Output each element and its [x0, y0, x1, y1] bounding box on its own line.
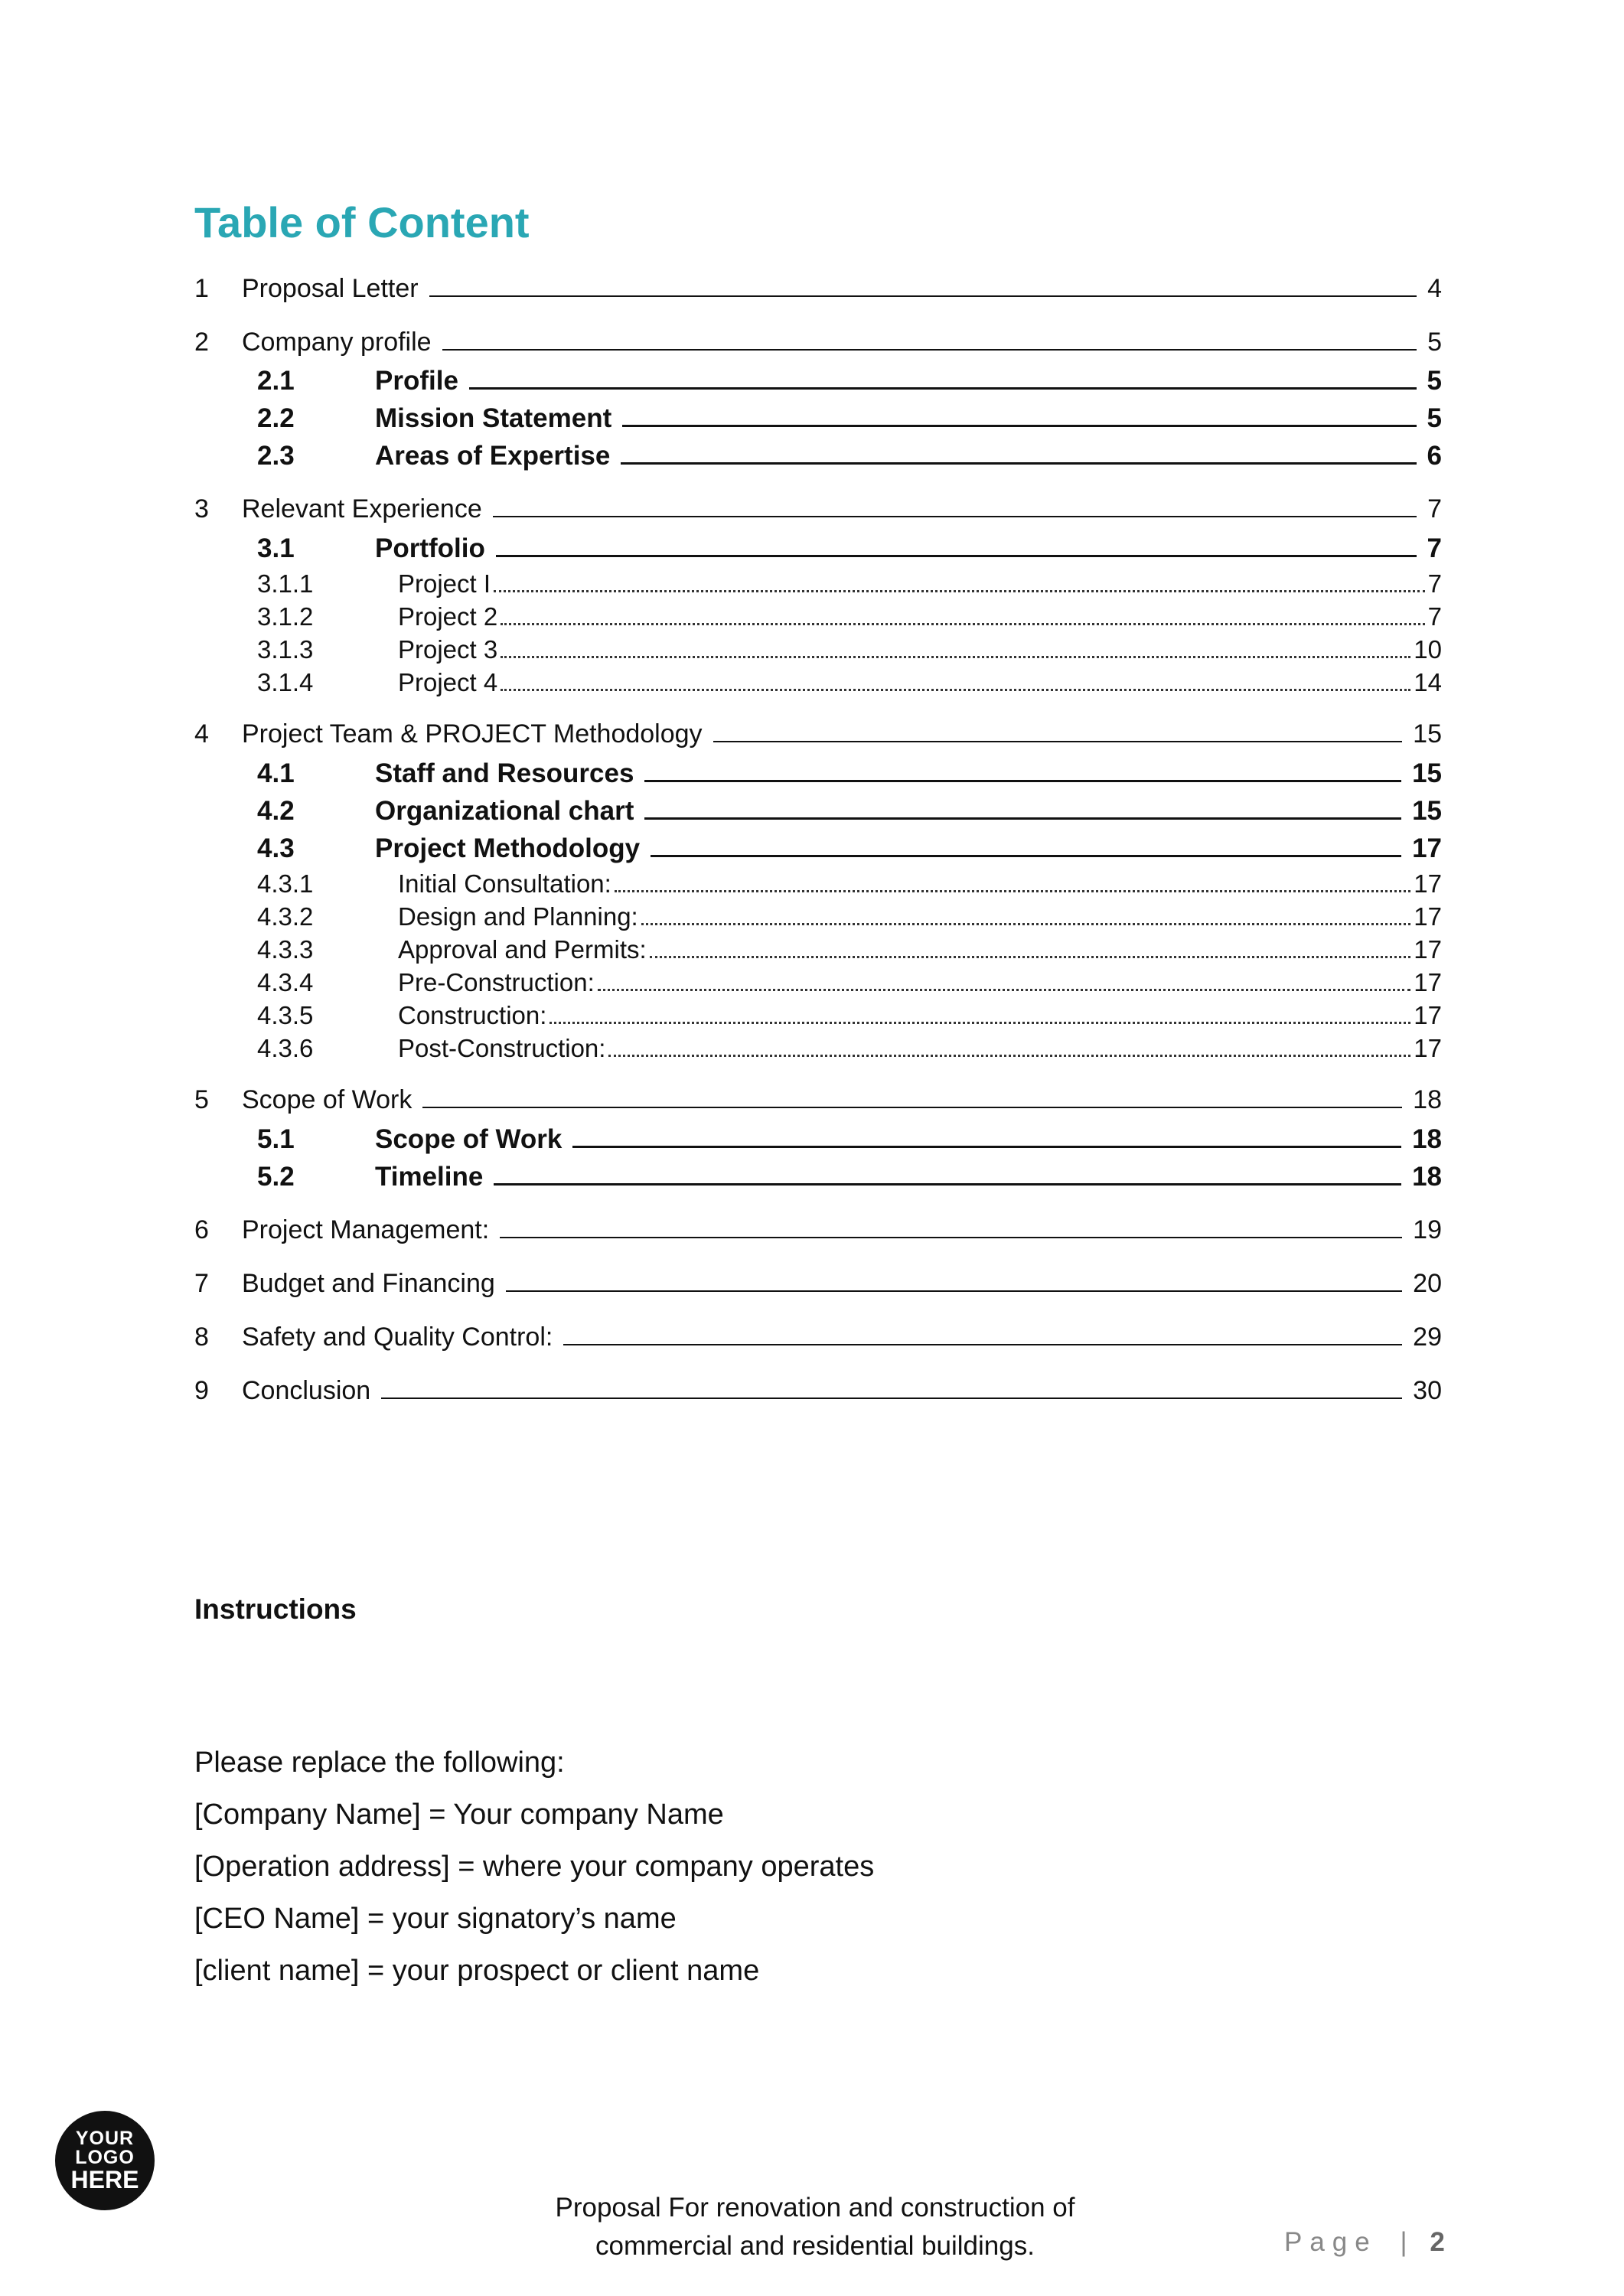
toc-entry-number: 4.2 — [257, 796, 295, 826]
instruction-line: [Company Name] = Your company Name — [194, 1799, 724, 1831]
toc-entry-number: 9 — [194, 1376, 209, 1405]
logo-placeholder — [55, 2111, 155, 2210]
page-number: 2 — [1430, 2227, 1445, 2257]
toc-entry-page: 7 — [1427, 533, 1442, 563]
footer-caption-line: commercial and residential buildings. — [595, 2231, 1035, 2261]
toc-entry-number: 2.1 — [257, 366, 295, 396]
toc-leader-line — [651, 855, 1401, 857]
toc-leader-dots — [641, 923, 1411, 925]
toc-entry-number: 2.2 — [257, 403, 295, 433]
toc-entry[interactable] — [257, 1034, 1442, 1063]
toc-entry-label: Budget and Financing — [242, 1269, 495, 1298]
toc-entry-label: Company profile — [242, 328, 432, 357]
toc-entry[interactable] — [194, 494, 1442, 524]
toc-entry-number: 3.1.3 — [257, 635, 314, 664]
toc-entry[interactable] — [194, 1322, 1442, 1352]
toc-entry-label: Project I — [398, 569, 491, 598]
toc-entry-label: Portfolio — [375, 533, 485, 563]
toc-leader-line — [500, 1237, 1402, 1238]
toc-leader-dots — [650, 956, 1411, 958]
toc-leader-line — [621, 462, 1416, 465]
toc-entry[interactable] — [194, 1215, 1442, 1245]
toc-entry-label: Scope of Work — [242, 1085, 413, 1114]
toc-entry-page: 5 — [1427, 403, 1442, 433]
toc-leader-line — [442, 349, 1417, 351]
toc-entry[interactable] — [194, 1085, 1442, 1115]
toc-leader-dots — [608, 1055, 1410, 1057]
instruction-line: Please replace the following: — [194, 1746, 565, 1779]
toc-leader-line — [422, 1107, 1402, 1108]
toc-entry[interactable] — [257, 668, 1442, 697]
toc-entry[interactable] — [257, 935, 1442, 964]
toc-entry-page: 17 — [1412, 833, 1442, 863]
toc-entry-label: Mission Statement — [375, 403, 612, 433]
toc-entry-number: 2 — [194, 328, 209, 357]
toc-entry[interactable] — [194, 1376, 1442, 1406]
toc-leader-line — [713, 741, 1403, 742]
toc-entry-label: Proposal Letter — [242, 274, 419, 303]
toc-entry[interactable] — [257, 758, 1442, 789]
toc-entry-label: Approval and Permits: — [398, 935, 647, 964]
toc-entry-number: 4.3.3 — [257, 935, 314, 964]
toc-entry-number: 2.3 — [257, 441, 295, 471]
toc-entry-number: 4.1 — [257, 758, 295, 788]
toc-entry-number: 3.1.1 — [257, 569, 314, 598]
toc-entry-page: 18 — [1413, 1085, 1442, 1114]
toc-entry-number: 3.1.4 — [257, 668, 314, 696]
toc-leader-line — [644, 780, 1401, 782]
toc-entry-label: Project 3 — [398, 635, 498, 664]
toc-entry-label: Staff and Resources — [375, 758, 634, 788]
toc-entry[interactable] — [194, 1269, 1442, 1299]
toc-entry-page: 14 — [1414, 668, 1442, 696]
toc-entry-page: 15 — [1412, 758, 1442, 788]
toc-leader-line — [496, 555, 1417, 557]
footer-caption-line: Proposal For renovation and construction of — [555, 2193, 1075, 2223]
toc-entry-number: 4.3.2 — [257, 902, 314, 931]
toc-entry-page: 18 — [1412, 1124, 1442, 1154]
toc-entry-page: 7 — [1427, 494, 1442, 523]
toc-entry-page: 17 — [1414, 902, 1442, 931]
toc-entry-number: 8 — [194, 1322, 209, 1352]
page-label: Page — [1284, 2227, 1378, 2257]
toc-entry-page: 10 — [1414, 635, 1442, 664]
instructions-heading: Instructions — [194, 1593, 357, 1625]
toc-entry-label: Project Management: — [242, 1215, 490, 1244]
toc-entry-number: 7 — [194, 1269, 209, 1298]
toc-entry-number: 4.3.4 — [257, 968, 314, 996]
toc-entry-page: 15 — [1413, 719, 1442, 748]
footer-caption — [505, 2189, 1125, 2265]
toc-leader-line — [381, 1397, 1402, 1399]
page-separator: | — [1400, 2227, 1407, 2257]
toc-entry-number: 5.1 — [257, 1124, 295, 1154]
toc-entry[interactable] — [257, 1001, 1442, 1030]
toc-entry-label: Project Methodology — [375, 833, 641, 863]
toc-entry[interactable] — [257, 1124, 1442, 1155]
toc-leader-dots — [501, 656, 1410, 658]
toc-entry-page: 30 — [1413, 1376, 1442, 1405]
toc-leader-dots — [549, 1022, 1410, 1024]
instruction-line: [CEO Name] = your signatory’s name — [194, 1903, 677, 1935]
toc-entry-label: Relevant Experience — [242, 494, 482, 523]
toc-entry-page: 5 — [1427, 328, 1442, 357]
toc-entry[interactable] — [257, 796, 1442, 827]
toc-entry-page: 18 — [1412, 1162, 1442, 1192]
toc-title: Table of Content — [194, 198, 530, 246]
toc-entry-number: 4.3.1 — [257, 869, 314, 898]
toc-entry-number: 4 — [194, 719, 209, 748]
instruction-line: [Operation address] = where your company operates — [194, 1851, 875, 1883]
toc-leader-line — [572, 1146, 1401, 1148]
toc-entry-label: Project 4 — [398, 668, 498, 696]
toc-leader-dots — [501, 689, 1410, 691]
toc-entry[interactable] — [257, 602, 1442, 631]
toc-entry-label: Safety and Quality Control: — [242, 1322, 553, 1352]
toc-entry[interactable] — [257, 533, 1442, 564]
toc-entry-page: 19 — [1413, 1215, 1442, 1244]
toc-entry-label: Initial Consultation: — [398, 869, 611, 898]
toc-entry-label: Profile — [375, 366, 458, 396]
toc-entry-label: Organizational chart — [375, 796, 634, 826]
toc-entry-page: 17 — [1414, 968, 1442, 996]
toc-leader-line — [493, 516, 1417, 517]
toc-entry-number: 3.1 — [257, 533, 295, 563]
toc-entry-label: Post-Construction: — [398, 1034, 606, 1062]
toc-entry-page: 4 — [1427, 274, 1442, 303]
toc-entry[interactable] — [194, 719, 1442, 749]
toc-entry-label: Conclusion — [242, 1376, 371, 1405]
toc-entry[interactable] — [194, 328, 1442, 357]
toc-entry[interactable] — [257, 968, 1442, 997]
toc-entry[interactable] — [257, 569, 1442, 598]
toc-entry-page: 5 — [1427, 366, 1442, 396]
logo-text: YOUR — [75, 2128, 135, 2149]
toc-entry-page: 17 — [1414, 869, 1442, 898]
toc-entry-number: 5 — [194, 1085, 209, 1114]
toc-entry-page: 7 — [1427, 602, 1442, 631]
toc-entry[interactable] — [257, 441, 1442, 471]
toc-leader-dots — [501, 623, 1424, 625]
toc-entry[interactable] — [194, 274, 1442, 304]
toc-entry[interactable] — [257, 403, 1442, 434]
toc-entry-number: 6 — [194, 1215, 209, 1244]
toc-entry-label: Construction: — [398, 1001, 547, 1029]
toc-entry-label: Project 2 — [398, 602, 498, 631]
toc-entry[interactable] — [257, 1162, 1442, 1192]
toc-entry-label: Project Team & PROJECT Methodology — [242, 719, 703, 748]
toc-leader-line — [506, 1290, 1402, 1292]
toc-entry[interactable] — [257, 902, 1442, 931]
toc-entry[interactable] — [257, 869, 1442, 899]
toc-leader-dots — [615, 890, 1410, 892]
toc-entry-page: 20 — [1413, 1269, 1442, 1298]
toc-entry-number: 3 — [194, 494, 209, 523]
toc-entry[interactable] — [257, 833, 1442, 864]
toc-entry[interactable] — [257, 635, 1442, 664]
toc-leader-dots — [598, 989, 1411, 991]
toc-leader-line — [429, 295, 1417, 297]
toc-entry-page: 7 — [1427, 569, 1442, 598]
toc-entry-page: 15 — [1412, 796, 1442, 826]
toc-entry-label: Timeline — [375, 1162, 484, 1192]
page-number-indicator — [1284, 2227, 1445, 2258]
toc-entry-number: 3.1.2 — [257, 602, 314, 631]
toc-entry-number: 5.2 — [257, 1162, 295, 1192]
toc-entry[interactable] — [257, 366, 1442, 396]
toc-entry-label: Design and Planning: — [398, 902, 638, 931]
instruction-line: [client name] = your prospect or client name — [194, 1955, 760, 1987]
toc-leader-line — [622, 425, 1416, 427]
toc-entry-page: 29 — [1413, 1322, 1442, 1352]
toc-leader-line — [469, 387, 1417, 390]
logo-text: HERE — [70, 2166, 139, 2193]
toc-entry-label: Scope of Work — [375, 1124, 563, 1154]
toc-entry-number: 4.3.5 — [257, 1001, 314, 1029]
toc-entry-number: 4.3.6 — [257, 1034, 314, 1062]
toc-leader-line — [644, 817, 1401, 820]
toc-entry-label: Areas of Expertise — [375, 441, 611, 471]
toc-entry-number: 4.3 — [257, 833, 295, 863]
toc-entry-page: 17 — [1414, 1034, 1442, 1062]
toc-entry-page: 17 — [1414, 1001, 1442, 1029]
toc-entry-number: 1 — [194, 274, 209, 303]
toc-leader-line — [494, 1183, 1401, 1186]
logo-text: LOGO — [75, 2147, 135, 2168]
toc-leader-line — [563, 1344, 1402, 1345]
toc-leader-dots — [494, 590, 1425, 592]
toc-entry-label: Pre-Construction: — [398, 968, 595, 996]
toc-entry-page: 6 — [1427, 441, 1442, 471]
toc-entry-page: 17 — [1414, 935, 1442, 964]
